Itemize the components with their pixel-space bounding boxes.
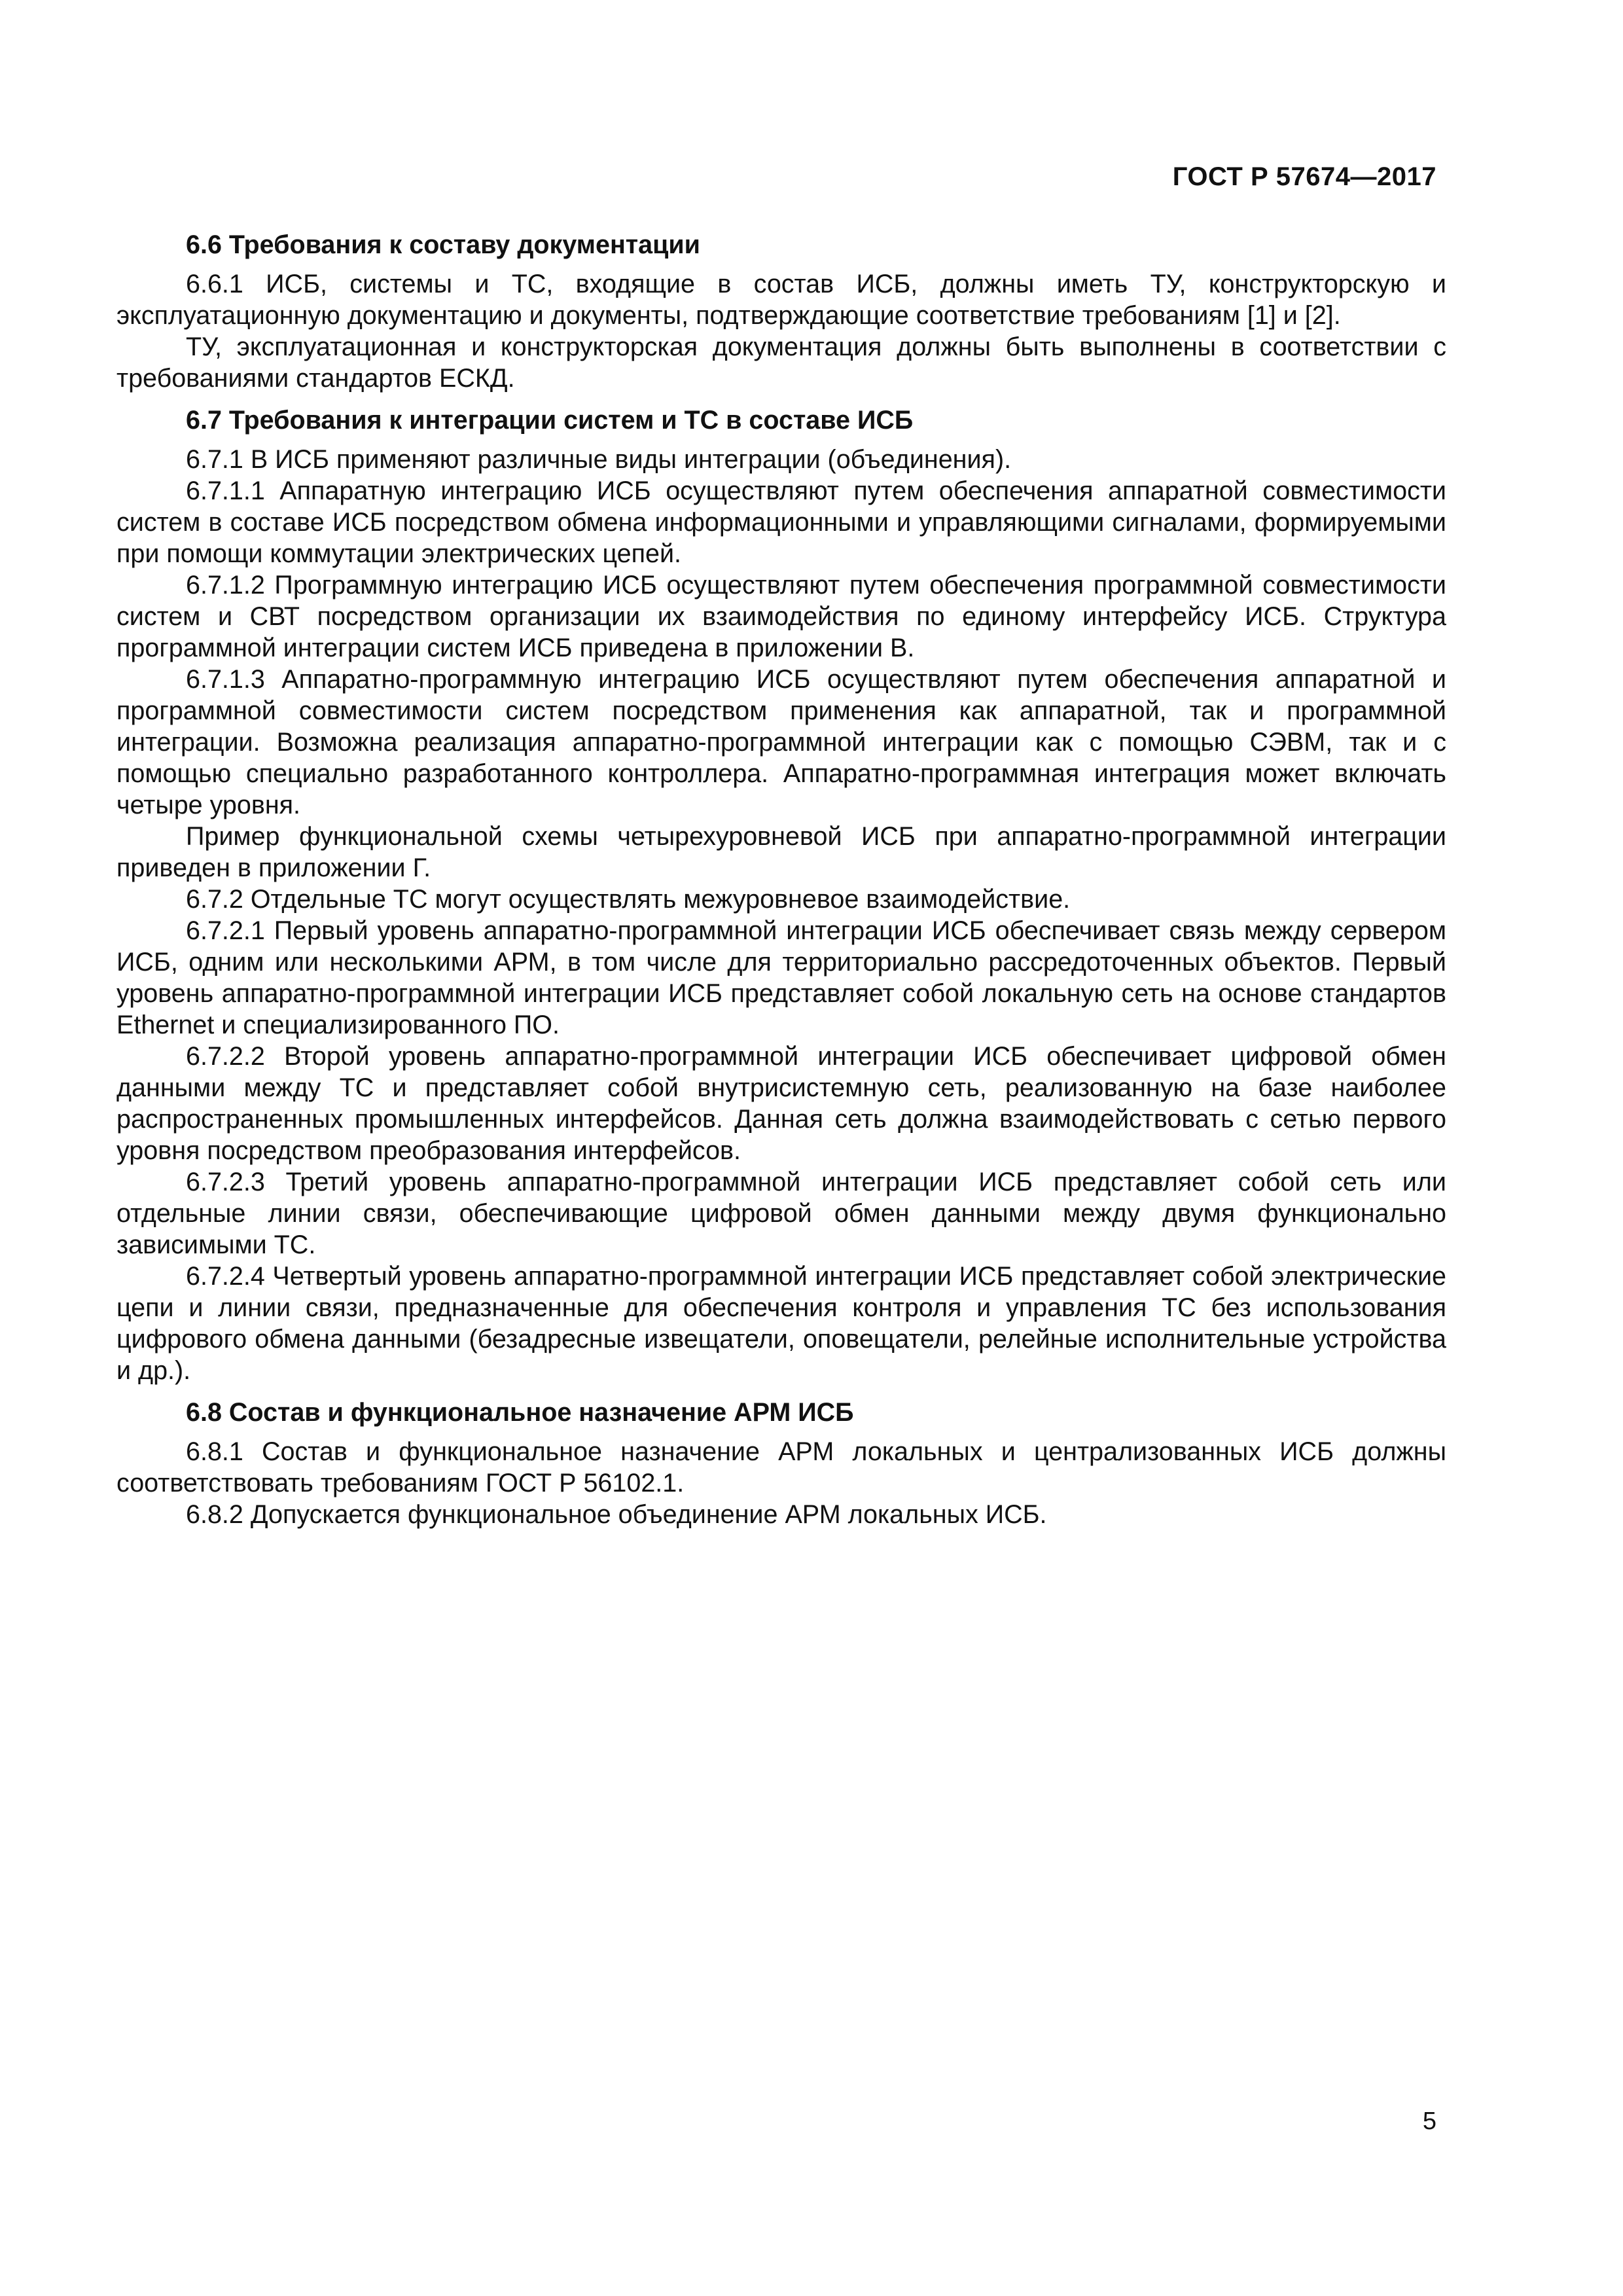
paragraph-6-6-note: ТУ, эксплуатационная и конструкторская документация должны быть выполнены в соответствии с требованиями стандартов ЕСКД.: [116, 332, 1446, 393]
paragraph-6-7-1: 6.7.1 В ИСБ применяют различные виды интеграции (объединения).: [186, 445, 1012, 474]
paragraph-6-6-1: 6.6.1 ИСБ, системы и ТС, входящие в состав ИСБ, должны иметь ТУ, конструкторскую и эксплуатационную документацию и документы, подтверждающие соответствие требованиям [1] и [2].: [116, 270, 1446, 330]
paragraph-6-7-2: 6.7.2 Отдельные ТС могут осуществлять межуровневое взаимодействие.: [186, 885, 1071, 914]
paragraph-6-7-2-2: 6.7.2.2 Второй уровень аппаратно-программной интеграции ИСБ обеспечивает цифровой обмен данными между ТС и представляет собой внутрисистемную сеть, реализованную на базе наиболее распространенных промышленных интерфейсов. Данная сеть должна взаимодействовать с сетью первого уровня посредством преобразования интерфейсов.: [116, 1042, 1446, 1165]
paragraph-6-7-example: Пример функциональной схемы четырехуровневой ИСБ при аппаратно-программной интеграции приведен в приложении Г.: [116, 822, 1446, 882]
section-heading-6-8: 6.8 Состав и функциональное назначение АРМ ИСБ: [186, 1398, 854, 1427]
section-heading-6-6: 6.6 Требования к составу документации: [186, 230, 700, 259]
paragraph-6-7-1-3: 6.7.1.3 Аппаратно-программную интеграцию ИСБ осуществляют путем обеспечения аппаратной и программной совместимости систем посредством применения как аппаратной, так и программной интеграции. Возможна реализация аппаратно-программной интеграции как с помощью СЭВМ, так и с помощью специально разработанного контроллера. Аппаратно-программная интеграция может включать четыре уровня.: [116, 665, 1446, 819]
page-number: 5: [1422, 2108, 1436, 2135]
paragraph-6-7-1-1: 6.7.1.1 Аппаратную интеграцию ИСБ осуществляют путем обеспечения аппаратной совместимости систем в составе ИСБ посредством обмена информационными и управляющими сигналами, формируемыми при помощи коммутации электрических цепей.: [116, 476, 1446, 568]
document-code: ГОСТ Р 57674—2017: [1172, 162, 1436, 191]
paragraph-6-7-2-3: 6.7.2.3 Третий уровень аппаратно-программной интеграции ИСБ представляет собой сеть или отдельные линии связи, обеспечивающие цифровой обмен данными между двумя функционально зависимыми ТС.: [116, 1168, 1446, 1259]
paragraph-6-8-1: 6.8.1 Состав и функциональное назначение АРМ локальных и централизованных ИСБ должны соответствовать требованиям ГОСТ Р 56102.1.: [116, 1437, 1446, 1498]
paragraph-6-8-2: 6.8.2 Допускается функциональное объединение АРМ локальных ИСБ.: [186, 1500, 1047, 1529]
paragraph-6-7-1-2: 6.7.1.2 Программную интеграцию ИСБ осуществляют путем обеспечения программной совместимости систем и СВТ посредством организации их взаимодействия по единому интерфейсу ИСБ. Структура программной интеграции систем ИСБ приведена в приложении В.: [116, 571, 1446, 662]
section-heading-6-7: 6.7 Требования к интеграции систем и ТС в составе ИСБ: [186, 406, 914, 435]
paragraph-6-7-2-4: 6.7.2.4 Четвертый уровень аппаратно-программной интеграции ИСБ представляет собой электрические цепи и линии связи, предназначенные для обеспечения контроля и управления ТС без использования цифрового обмена данными (безадресные извещатели, оповещатели, релейные исполнительные устройства и др.).: [116, 1262, 1446, 1385]
paragraph-6-7-2-1: 6.7.2.1 Первый уровень аппаратно-программной интеграции ИСБ обеспечивает связь между сервером ИСБ, одним или несколькими АРМ, в том числе для территориально рассредоточенных объектов. Первый уровень аппаратно-программной интеграции ИСБ представляет собой локальную сеть на основе стандартов Ethernet и специализированного ПО.: [116, 916, 1446, 1039]
document-body: [116, 229, 1446, 1530]
